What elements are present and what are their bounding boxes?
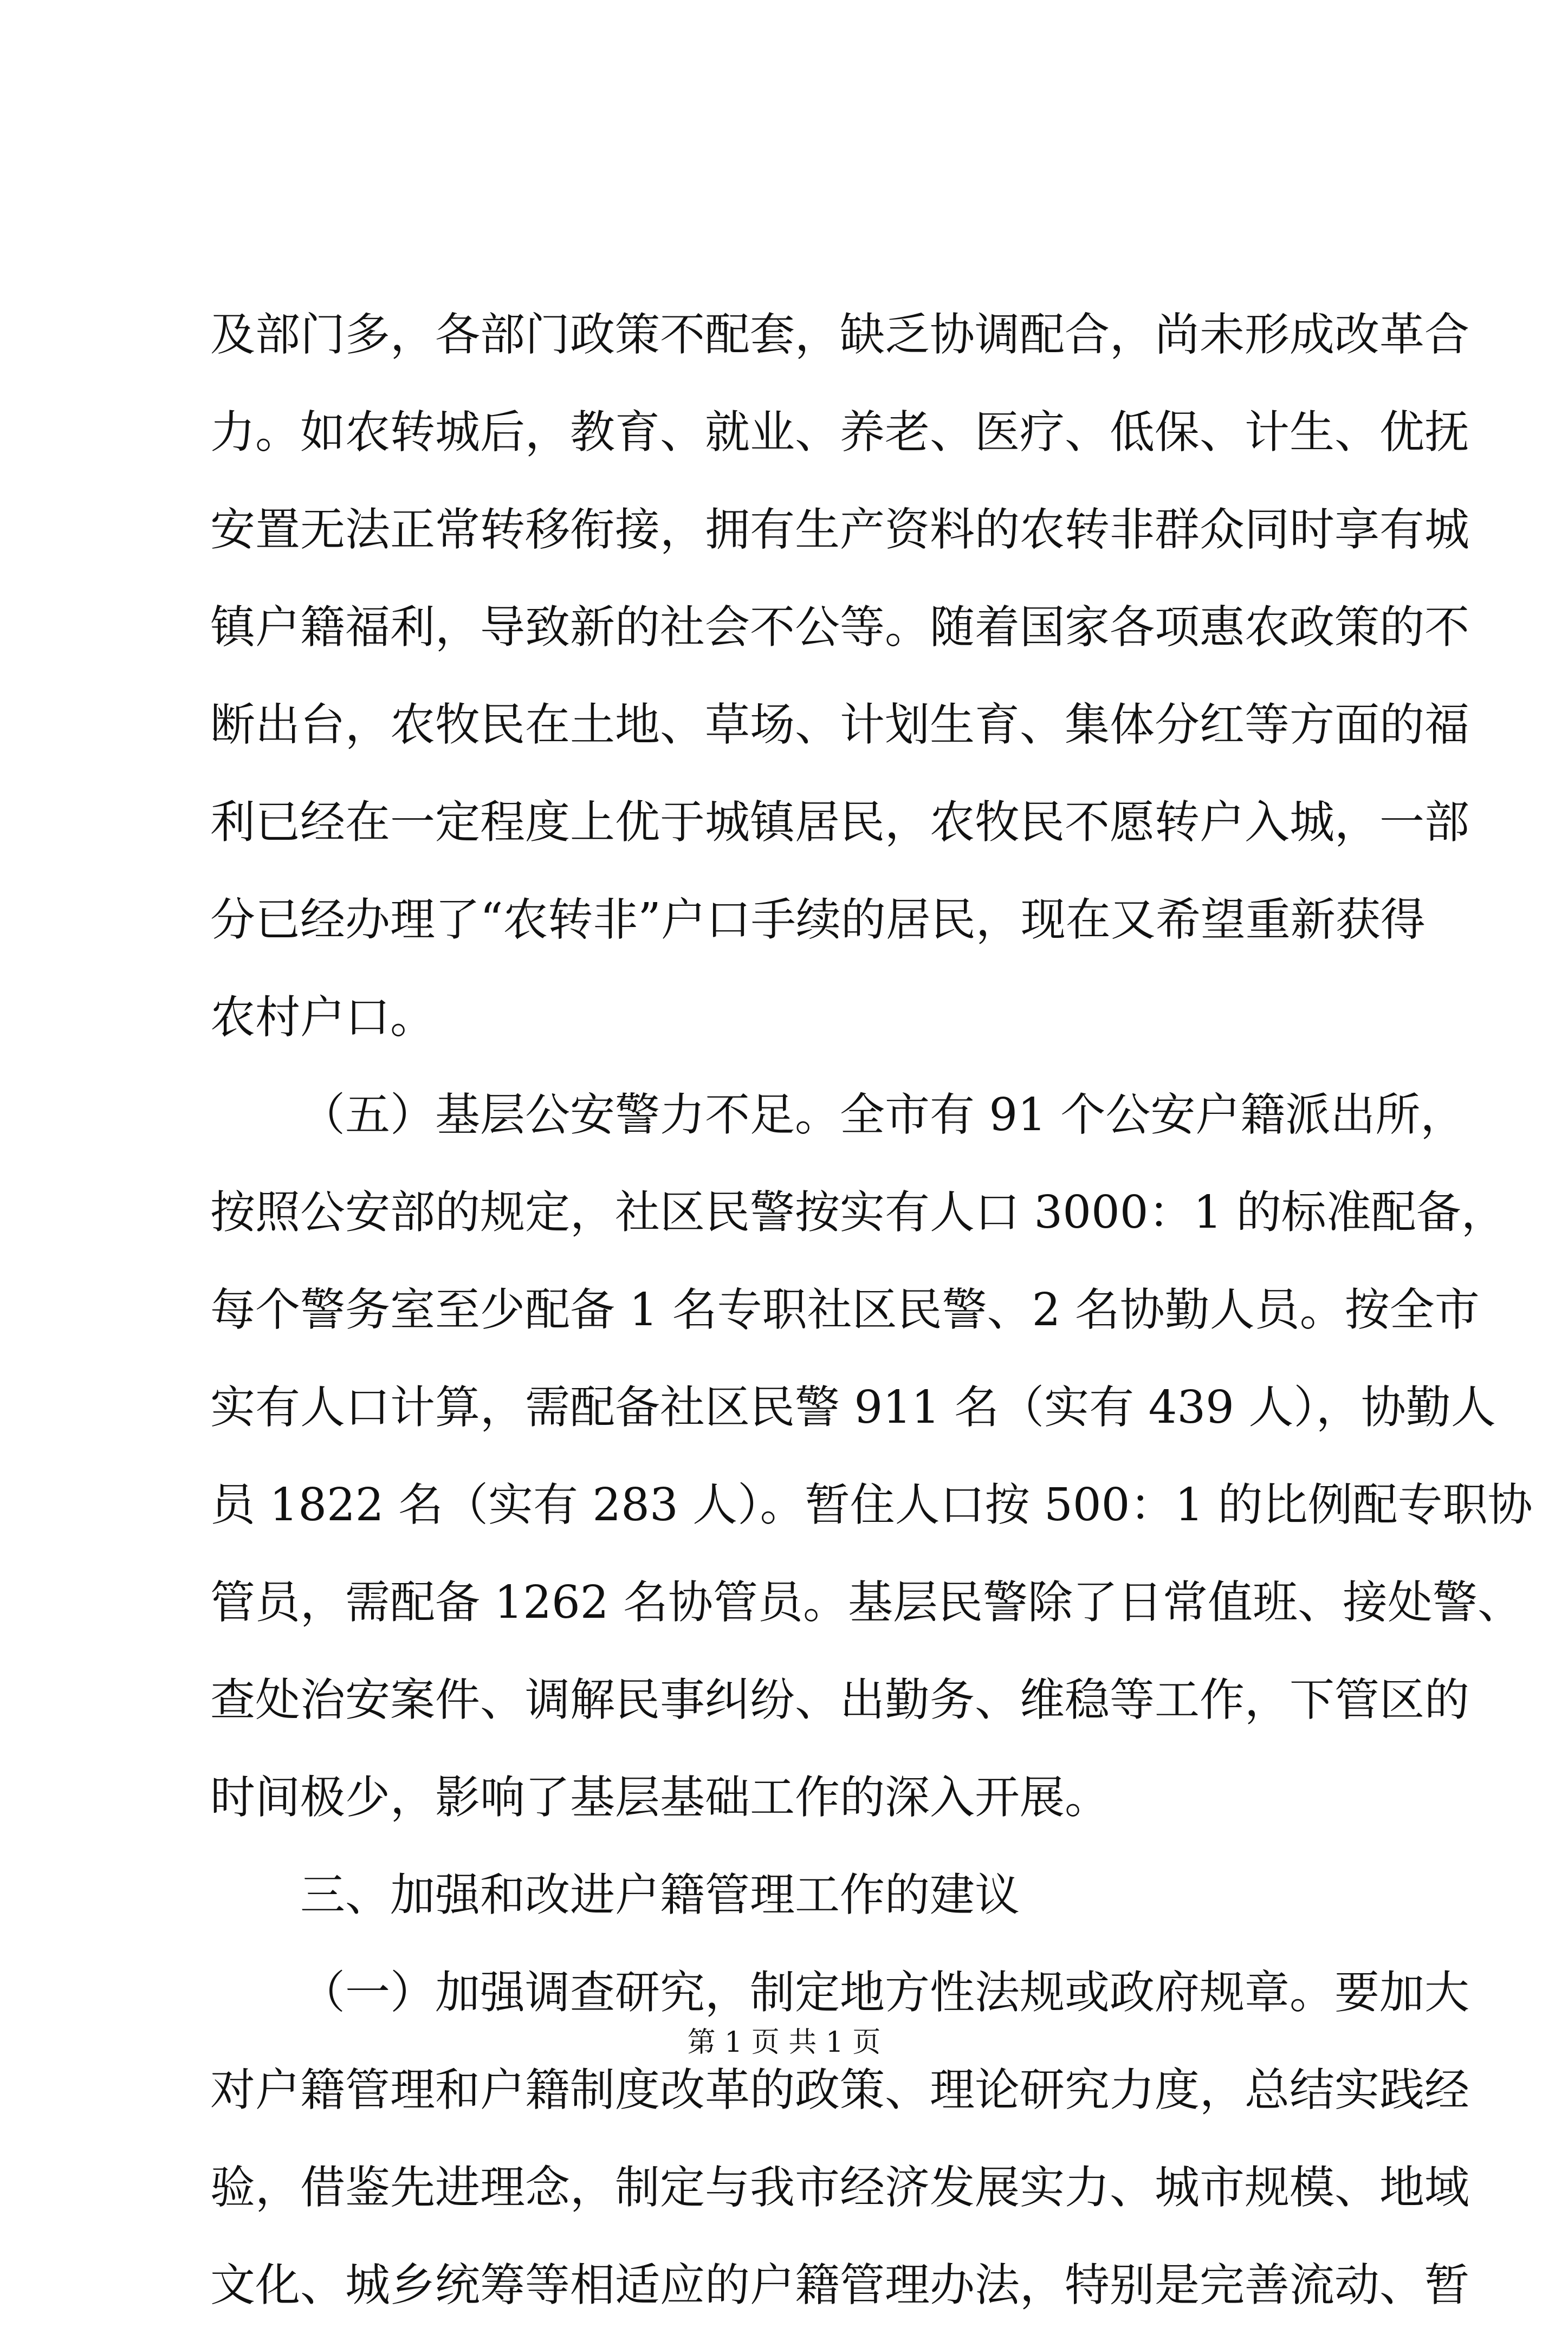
text-line: 对户籍管理和户籍制度改革的政策、理论研究力度，总结实践经 xyxy=(210,2064,1469,2116)
text-line: 利已经在一定程度上优于城镇居民，农牧民不愿转户入城，一部 xyxy=(210,796,1469,848)
text-line: 管员，需配备 1262 名协管员。基层民警除了日常值班、接处警、 xyxy=(210,1576,1522,1629)
text-line: 分已经办理了“农转非”户口手续的居民，现在又希望重新获得 xyxy=(210,893,1426,946)
text-line: 按照公安部的规定，社区民警按实有人口 3000：1 的标准配备， xyxy=(210,1186,1506,1239)
text-line: 力。如农转城后，教育、就业、养老、医疗、低保、计生、优抚 xyxy=(210,406,1469,458)
text-line: 验，借鉴先进理念，制定与我市经济发展实力、城市规模、地域 xyxy=(210,2161,1469,2214)
page-footer xyxy=(0,2024,1568,2061)
text-line: 及部门多，各部门政策不配套，缺乏协调配合，尚未形成改革合 xyxy=(210,308,1469,361)
text-line: 安置无法正常转移衔接，拥有生产资料的农转非群众同时享有城 xyxy=(210,503,1469,556)
text-line: 时间极少，影响了基层基础工作的深入开展。 xyxy=(210,1771,1110,1824)
page-number-label: 第 1 页 共 1 页 xyxy=(687,2026,881,2059)
text-line: 镇户籍福利，导致新的社会不公等。随着国家各项惠农政策的不 xyxy=(210,601,1469,653)
text-line: 实有人口计算，需配备社区民警 911 名（实有 439 人），协勤人 xyxy=(210,1381,1496,1434)
text-line: 查处治安案件、调解民事纠纷、出勤务、维稳等工作，下管区的 xyxy=(210,1674,1469,1726)
text-line: 断出台，农牧民在土地、草场、计划生育、集体分红等方面的福 xyxy=(210,698,1469,751)
text-line-paragraph-start: （五）基层公安警力不足。全市有 91 个公安户籍派出所， xyxy=(300,1088,1466,1141)
text-line-paragraph-start: （一）加强调查研究，制定地方性法规或政府规章。要加大 xyxy=(300,1966,1469,2019)
text-line: 农村户口。 xyxy=(210,991,435,1043)
text-line: 文化、城乡统筹等相适应的户籍管理办法，特别是完善流动、暂 xyxy=(210,2259,1469,2311)
text-line: 每个警务室至少配备 1 名专职社区民警、2 名协勤人员。按全市 xyxy=(210,1283,1480,1336)
text-line: 员 1822 名（实有 283 人）。暂住人口按 500：1 的比例配专职协 xyxy=(210,1479,1533,1531)
section-heading: 三、加强和改进户籍管理工作的建议 xyxy=(300,1869,1020,1921)
